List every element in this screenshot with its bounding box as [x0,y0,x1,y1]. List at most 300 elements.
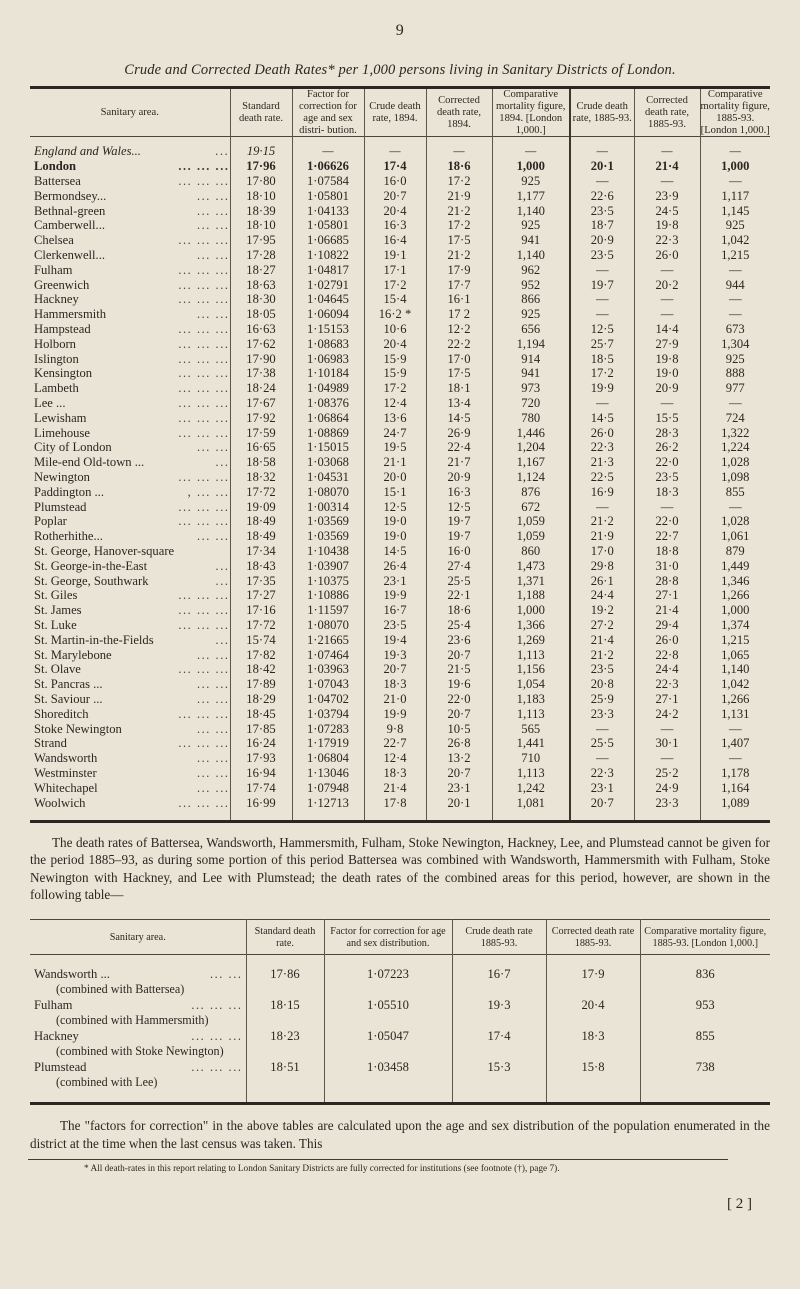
cell-crude-1885-93: 23·5 [570,204,634,219]
cell-crude-death-rate: 17·4 [452,1028,546,1059]
cell-crude-1894: 9·8 [364,722,426,737]
cell-corrected-1894: 18·1 [426,381,492,396]
row-area-label: St. Olave ... ... ... [34,662,230,677]
cell-cmf-1894: 720 [492,396,570,411]
second-table-head [30,919,770,954]
cell-factor-correction: 1·04133 [292,204,364,219]
cell-crude-1894: 15·9 [364,366,426,381]
cell-corrected-1894: 21·5 [426,662,492,677]
cell-crude-death-rate: 15·3 [452,1059,546,1090]
cell-corrected-1894: 17·0 [426,352,492,367]
cell-cmf-1885-93: 977 [700,381,770,396]
th-comparative-mortality-1885-93: Comparative mortality figure, 1885-93. [London 1,000.] [700,89,770,136]
cell-cmf-1894: 565 [492,722,570,737]
row-area-label: Wandsworth ... ... [34,751,230,766]
table-row [30,485,770,500]
cell-crude-1885-93: 12·5 [570,322,634,337]
cell-factor-correction: 1·08376 [292,396,364,411]
row-area-label: Fulham ... ... ... [34,262,230,277]
cell-factor-correction: 1·03963 [292,662,364,677]
row-area-label: Limehouse ... ... ... [34,425,230,440]
cell-factor-correction: 1·07223 [324,955,452,998]
cell-crude-1885-93: 23·5 [570,662,634,677]
th-factor-correction: Factor for correction for age and sex distri- bution. [292,88,364,137]
cell-cmf-1885-93: 1,215 [700,633,770,648]
cell-cmf-1894: 1,059 [492,529,570,544]
cell-cmf-1885-93: 1,224 [700,440,770,455]
cell-standard-death-rate: 17·34 [230,544,292,559]
cell-crude-1894: 21·1 [364,455,426,470]
spacer-cell [230,810,292,820]
cell-crude-1885-93: 23·3 [570,707,634,722]
cell-crude-1894: 17·1 [364,263,426,278]
cell-factor-correction: 1·06685 [292,233,364,248]
row-area-sublabel: (combined with Battersea) [56,982,185,997]
cell-corrected-1885-93: — [634,751,700,766]
cell-crude-1894: 20·4 [364,337,426,352]
cell-cmf-1894: 860 [492,544,570,559]
cell-cmf-1885-93: 925 [700,218,770,233]
cell-corrected-1885-93: 28·8 [634,574,700,589]
cell-cmf-1885-93: 1,266 [700,692,770,707]
table-row [30,396,770,411]
cell-standard-death-rate: 18·45 [230,707,292,722]
cell-factor-correction: 1·06094 [292,307,364,322]
cell-corrected-1885-93: 22·7 [634,529,700,544]
cell-corrected-1894: 26·8 [426,736,492,751]
th2-corrected-death-rate: Corrected death rate 1885-93. [546,919,640,954]
cell-corrected-1894: 25·4 [426,618,492,633]
cell-corrected-1885-93: — [634,292,700,307]
cell-cmf-1885-93: 1,028 [700,514,770,529]
cell-cmf-1894: 1,124 [492,470,570,485]
cell-corrected-1894: 18·6 [426,159,492,174]
cell-crude-1885-93: 21·2 [570,514,634,529]
cell-standard-death-rate: 18·23 [246,1028,324,1059]
cell-cmf-1894: 1,446 [492,426,570,441]
table-row [30,781,770,796]
cell-factor-correction: 1·03569 [292,514,364,529]
cell-cmf-1885-93: 1,266 [700,588,770,603]
cell-crude-1885-93: — [570,751,634,766]
row-area-label: St. Martin-in-the-Fields ... [34,632,230,647]
spacer-cell [30,810,230,820]
row-area-label: Lewisham ... ... ... [34,410,230,425]
cell-standard-death-rate: 18·63 [230,278,292,293]
cell-standard-death-rate: 17·62 [230,337,292,352]
cell-crude-1885-93: 17·2 [570,366,634,381]
cell-cmf-1894: 941 [492,366,570,381]
cell-cmf-1885-93: — [700,751,770,766]
spacer-cell [324,1090,452,1102]
cell-crude-1885-93: 25·9 [570,692,634,707]
cell-corrected-1885-93: 27·1 [634,692,700,707]
cell-factor-correction: 1·05510 [324,997,452,1028]
cell-corrected-1894: 25·5 [426,574,492,589]
table-row [30,189,770,204]
cell-crude-1894: 19·1 [364,248,426,263]
cell-cmf-1885-93: 1,140 [700,662,770,677]
cell-corrected-1885-93: 24·4 [634,662,700,677]
row-area-label: Camberwell... ... ... [34,218,230,233]
cell-crude-1894: 17·8 [364,796,426,811]
cell-crude-1885-93: 20·9 [570,233,634,248]
spacer-cell [700,810,770,820]
cell-crude-1894: 10·6 [364,322,426,337]
cell-standard-death-rate: 18·49 [230,529,292,544]
cell-factor-correction: 1·07283 [292,722,364,737]
cell-standard-death-rate: 18·29 [230,692,292,707]
row-area-label: Kensington ... ... ... [34,366,230,381]
spacer-cell [246,1090,324,1102]
cell-corrected-1894: 17·7 [426,278,492,293]
row-area-label: Wandsworth ... ... ... (combined with Battersea) [34,967,243,997]
cell-crude-1885-93: 21·9 [570,529,634,544]
cell-cmf-1894: 672 [492,500,570,515]
cell-cmf-1885-93: 1,000 [700,159,770,174]
cell-cmf-1894: 1,059 [492,514,570,529]
cell-corrected-death-rate: 17·9 [546,955,640,998]
cell-crude-1885-93: 17·0 [570,544,634,559]
row-area-label: St. Giles ... ... ... [34,588,230,603]
row-area-label: Battersea ... ... ... [34,174,230,189]
cell-crude-1894: 16·4 [364,233,426,248]
table-row [30,603,770,618]
cell-comparative-mortality-figure: 836 [640,955,770,998]
cell-crude-1894: 20·4 [364,204,426,219]
cell-standard-death-rate: 17·93 [230,751,292,766]
cell-cmf-1885-93: — [700,396,770,411]
th2-crude-death-rate: Crude death rate 1885-93. [452,919,546,954]
cell-crude-1885-93: 16·9 [570,485,634,500]
cell-crude-1894: 12·4 [364,396,426,411]
th-sanitary-area: Sanitary area. [100,106,159,118]
cell-crude-1885-93: — [570,396,634,411]
cell-cmf-1885-93: — [700,292,770,307]
table-row [30,352,770,367]
cell-cmf-1885-93: 724 [700,411,770,426]
cell-crude-1894: 16·7 [364,603,426,618]
second-table-body [30,955,770,1103]
row-area-label: Shoreditch ... ... ... [34,706,230,721]
cell-standard-death-rate: 17·72 [230,618,292,633]
cell-factor-correction: 1·06804 [292,751,364,766]
cell-corrected-death-rate: 15·8 [546,1059,640,1090]
cell-crude-1885-93: 21·3 [570,455,634,470]
cell-standard-death-rate: 16·63 [230,322,292,337]
cell-corrected-1894: 19·6 [426,677,492,692]
cell-corrected-1885-93: 22·3 [634,677,700,692]
spacer-cell [426,810,492,820]
page-number: 9 [395,22,405,39]
cell-corrected-1885-93: — [634,174,700,189]
cell-corrected-1885-93: 20·9 [634,381,700,396]
cell-corrected-death-rate: 18·3 [546,1028,640,1059]
note-text: The death rates of Battersea, Wandsworth, Hammersmith, Fulham, Stoke Newington, Hackney, Lee, and Plumstead cannot be given for the period 1885–93, as during some portion of this period Battersea was combined with Wandsworth, Hammersmith with Fulham, Stoke Newington with Hackney, and Lee with Plumstead; the death rates of the combined areas for this period, however, are shown in the following table— [30,835,770,902]
cell-standard-death-rate: 17·74 [230,781,292,796]
cell-corrected-1894: 17·5 [426,366,492,381]
cell-factor-correction: 1·04531 [292,470,364,485]
cell-crude-1885-93: 18·7 [570,218,634,233]
cell-cmf-1885-93: 1,164 [700,781,770,796]
row-area-label: Clerkenwell... ... ... [34,248,230,263]
table-row [30,307,770,322]
cell-cmf-1894: 1,194 [492,337,570,352]
table-row [30,796,770,811]
cell-factor-correction: 1·10822 [292,248,364,263]
cell-cmf-1885-93: 1,449 [700,559,770,574]
cell-corrected-1894: 12·2 [426,322,492,337]
cell-corrected-1894: 20·1 [426,796,492,811]
combined-areas-death-rates-table [30,919,770,1102]
cell-factor-correction: 1·15153 [292,322,364,337]
cell-cmf-1894: 876 [492,485,570,500]
cell-standard-death-rate: 18·42 [230,662,292,677]
cell-crude-1894: 19·9 [364,707,426,722]
cell-corrected-1894: 17 2 [426,307,492,322]
cell-factor-correction: 1·08683 [292,337,364,352]
cell-crude-1885-93: 23·1 [570,781,634,796]
row-area-sublabel: (combined with Lee) [56,1075,158,1090]
row-area-label: Plumstead ... ... ... (combined with Lee) [34,1060,243,1090]
cell-corrected-1894: 19·7 [426,514,492,529]
cell-cmf-1894: 1,242 [492,781,570,796]
cell-comparative-mortality-figure: 855 [640,1028,770,1059]
cell-cmf-1894: 952 [492,278,570,293]
cell-corrected-1885-93: 24·2 [634,707,700,722]
cell-crude-1885-93: 22·6 [570,189,634,204]
main-table-body [30,137,770,820]
row-area-label: Poplar ... ... ... [34,514,230,529]
table-row [30,218,770,233]
cell-standard-death-rate: 18·51 [246,1059,324,1090]
cell-cmf-1894: 866 [492,292,570,307]
cell-crude-1894: 15·4 [364,292,426,307]
cell-standard-death-rate: 16·99 [230,796,292,811]
row-area-label: St. George-in-the-East ... [34,558,230,573]
spacer-cell [364,810,426,820]
cell-crude-1894: 15·9 [364,352,426,367]
cell-crude-1885-93: 22·5 [570,470,634,485]
signature-bracket: [ 2 ] [727,1195,752,1212]
table-row [30,692,770,707]
cell-cmf-1885-93: 855 [700,485,770,500]
cell-cmf-1885-93: 925 [700,352,770,367]
table-row [30,1028,770,1059]
cell-crude-1885-93: 26·1 [570,574,634,589]
table-row [30,997,770,1028]
table-caption: Crude and Corrected Death Rates* per 1,000 persons living in Sanitary Districts of London. [124,62,676,78]
cell-factor-correction: 1·05801 [292,189,364,204]
spacer-cell [570,810,634,820]
cell-cmf-1885-93: 1,374 [700,618,770,633]
table-row [30,618,770,633]
table-row [30,559,770,574]
cell-cmf-1894: 914 [492,352,570,367]
cell-cmf-1894: 1,140 [492,204,570,219]
cell-standard-death-rate: 17·80 [230,174,292,189]
cell-standard-death-rate: 17·86 [246,955,324,998]
cell-crude-1894: 21·0 [364,692,426,707]
cell-crude-1894: 13·6 [364,411,426,426]
cell-corrected-1894: 23·6 [426,633,492,648]
row-area-label: Bermondsey... ... ... [34,188,230,203]
table-row [30,707,770,722]
cell-crude-1894: 16·0 [364,174,426,189]
cell-cmf-1885-93: — [700,500,770,515]
row-area-label: St. George, Southwark ... [34,573,230,588]
cell-standard-death-rate: 16·24 [230,736,292,751]
table-row [30,233,770,248]
row-area-label: St. Luke ... ... ... [34,617,230,632]
table-row [30,514,770,529]
cell-cmf-1894: 1,167 [492,455,570,470]
table-row [30,736,770,751]
table-row [30,662,770,677]
cell-crude-1885-93: 24·4 [570,588,634,603]
cell-factor-correction: 1·17919 [292,736,364,751]
cell-cmf-1885-93: 1,178 [700,766,770,781]
row-area-label: Bethnal-green ... ... [34,203,230,218]
table-row [30,292,770,307]
cell-corrected-1885-93: 21·4 [634,603,700,618]
cell-factor-correction: 1·11597 [292,603,364,618]
cell-standard-death-rate: 18·15 [246,997,324,1028]
cell-factor-correction: 1·06864 [292,411,364,426]
cell-corrected-1885-93: 23·5 [634,470,700,485]
row-area-label: Stoke Newington ... ... [34,721,230,736]
cell-factor-correction: 1·06983 [292,352,364,367]
cell-corrected-1894: 20·7 [426,766,492,781]
cell-cmf-1885-93: 879 [700,544,770,559]
cell-corrected-1894: 21·9 [426,189,492,204]
cell-cmf-1894: — [492,137,570,159]
table-row [30,722,770,737]
cell-cmf-1885-93: 1,089 [700,796,770,811]
th-corrected-death-rate-1885-93: Corrected death rate, 1885-93. [634,88,700,137]
cell-cmf-1894: 1,183 [492,692,570,707]
row-area-label: England and Wales... ... [34,144,230,159]
cell-corrected-1885-93: 19·0 [634,366,700,381]
spacer-cell [634,810,700,820]
cell-comparative-mortality-figure: 738 [640,1059,770,1090]
cell-corrected-1894: — [426,137,492,159]
cell-factor-correction: 1·05047 [324,1028,452,1059]
th-standard-death-rate: Standard death rate. [230,88,292,137]
cell-cmf-1894: 780 [492,411,570,426]
cell-factor-correction: 1·02791 [292,278,364,293]
cell-factor-correction: 1·21665 [292,633,364,648]
row-area-label: Paddington ... , ... ... [34,484,230,499]
cell-crude-1894: 17·2 [364,278,426,293]
cell-factor-correction: 1·10184 [292,366,364,381]
table-row [30,137,770,159]
crude-corrected-death-rates-table [30,86,770,820]
cell-corrected-1885-93: 27·9 [634,337,700,352]
cell-standard-death-rate: 17·85 [230,722,292,737]
cell-factor-correction: 1·00314 [292,500,364,515]
cell-factor-correction: 1·04645 [292,292,364,307]
cell-cmf-1885-93: 888 [700,366,770,381]
cell-corrected-1894: 12·5 [426,500,492,515]
cell-cmf-1894: 925 [492,174,570,189]
cell-factor-correction: 1·08869 [292,426,364,441]
cell-corrected-1894: 19·7 [426,529,492,544]
cell-factor-correction: 1·04702 [292,692,364,707]
footer-text: The "factors for correction" in the above tables are calculated upon the age and sex distribution of the population enumerated in the district at the time when the last census was taken. This [30,1118,770,1151]
cell-crude-1894: 15·1 [364,485,426,500]
row-area-label: Holborn ... ... ... [34,336,230,351]
cell-cmf-1894: 925 [492,218,570,233]
row-area-label: Lambeth ... ... ... [34,381,230,396]
table-row [30,204,770,219]
cell-corrected-1894: 13·2 [426,751,492,766]
cell-standard-death-rate: 17·89 [230,677,292,692]
cell-factor-correction: 1·03794 [292,707,364,722]
cell-cmf-1885-93: 1,065 [700,648,770,663]
th-corrected-death-rate-1894: Corrected death rate, 1894. [426,88,492,137]
table-row [30,588,770,603]
cell-corrected-1885-93: 15·5 [634,411,700,426]
cell-crude-1885-93: — [570,263,634,278]
cell-corrected-1885-93: 24·9 [634,781,700,796]
cell-factor-correction: 1·08070 [292,485,364,500]
cell-comparative-mortality-figure: 953 [640,997,770,1028]
cell-standard-death-rate: 19·15 [230,137,292,159]
table-row [30,470,770,485]
cell-corrected-1885-93: 31·0 [634,559,700,574]
table-row [30,766,770,781]
cell-corrected-1885-93: 26·0 [634,248,700,263]
cell-corrected-1885-93: 18·8 [634,544,700,559]
cell-cmf-1885-93: 1,304 [700,337,770,352]
cell-standard-death-rate: 18·05 [230,307,292,322]
cell-crude-1885-93: 14·5 [570,411,634,426]
table-row [30,955,770,998]
cell-crude-1894: 20·7 [364,189,426,204]
cell-cmf-1894: 1,113 [492,766,570,781]
cell-crude-1885-93: — [570,292,634,307]
cell-factor-correction: 1·10438 [292,544,364,559]
th-comparative-mortality-1894: Comparative mortality figure, 1894. [London 1,000.] [492,88,570,137]
cell-crude-1894: 16·3 [364,218,426,233]
cell-factor-correction: 1·10886 [292,588,364,603]
table-row [30,381,770,396]
main-table-head [30,88,770,137]
table-row [30,159,770,174]
cell-standard-death-rate: 17·92 [230,411,292,426]
row-area-label: St. Pancras ... ... ... [34,677,230,692]
spacer-cell [292,810,364,820]
cell-corrected-1894: 16·3 [426,485,492,500]
cell-crude-1894: 24·7 [364,426,426,441]
cell-cmf-1885-93: 673 [700,322,770,337]
cell-crude-1885-93: — [570,307,634,322]
cell-crude-1894: 19·3 [364,648,426,663]
cell-cmf-1894: 1,054 [492,677,570,692]
cell-corrected-1885-93: 27·1 [634,588,700,603]
cell-corrected-1885-93: 30·1 [634,736,700,751]
cell-corrected-1894: 20·9 [426,470,492,485]
cell-standard-death-rate: 19·09 [230,500,292,515]
cell-standard-death-rate: 18·10 [230,189,292,204]
row-area-label: Whitechapel ... ... [34,780,230,795]
cell-crude-1894: 20·0 [364,470,426,485]
table-row [30,500,770,515]
table-row [30,648,770,663]
row-area-label: Hackney ... ... ... [34,292,230,307]
table-row [30,337,770,352]
